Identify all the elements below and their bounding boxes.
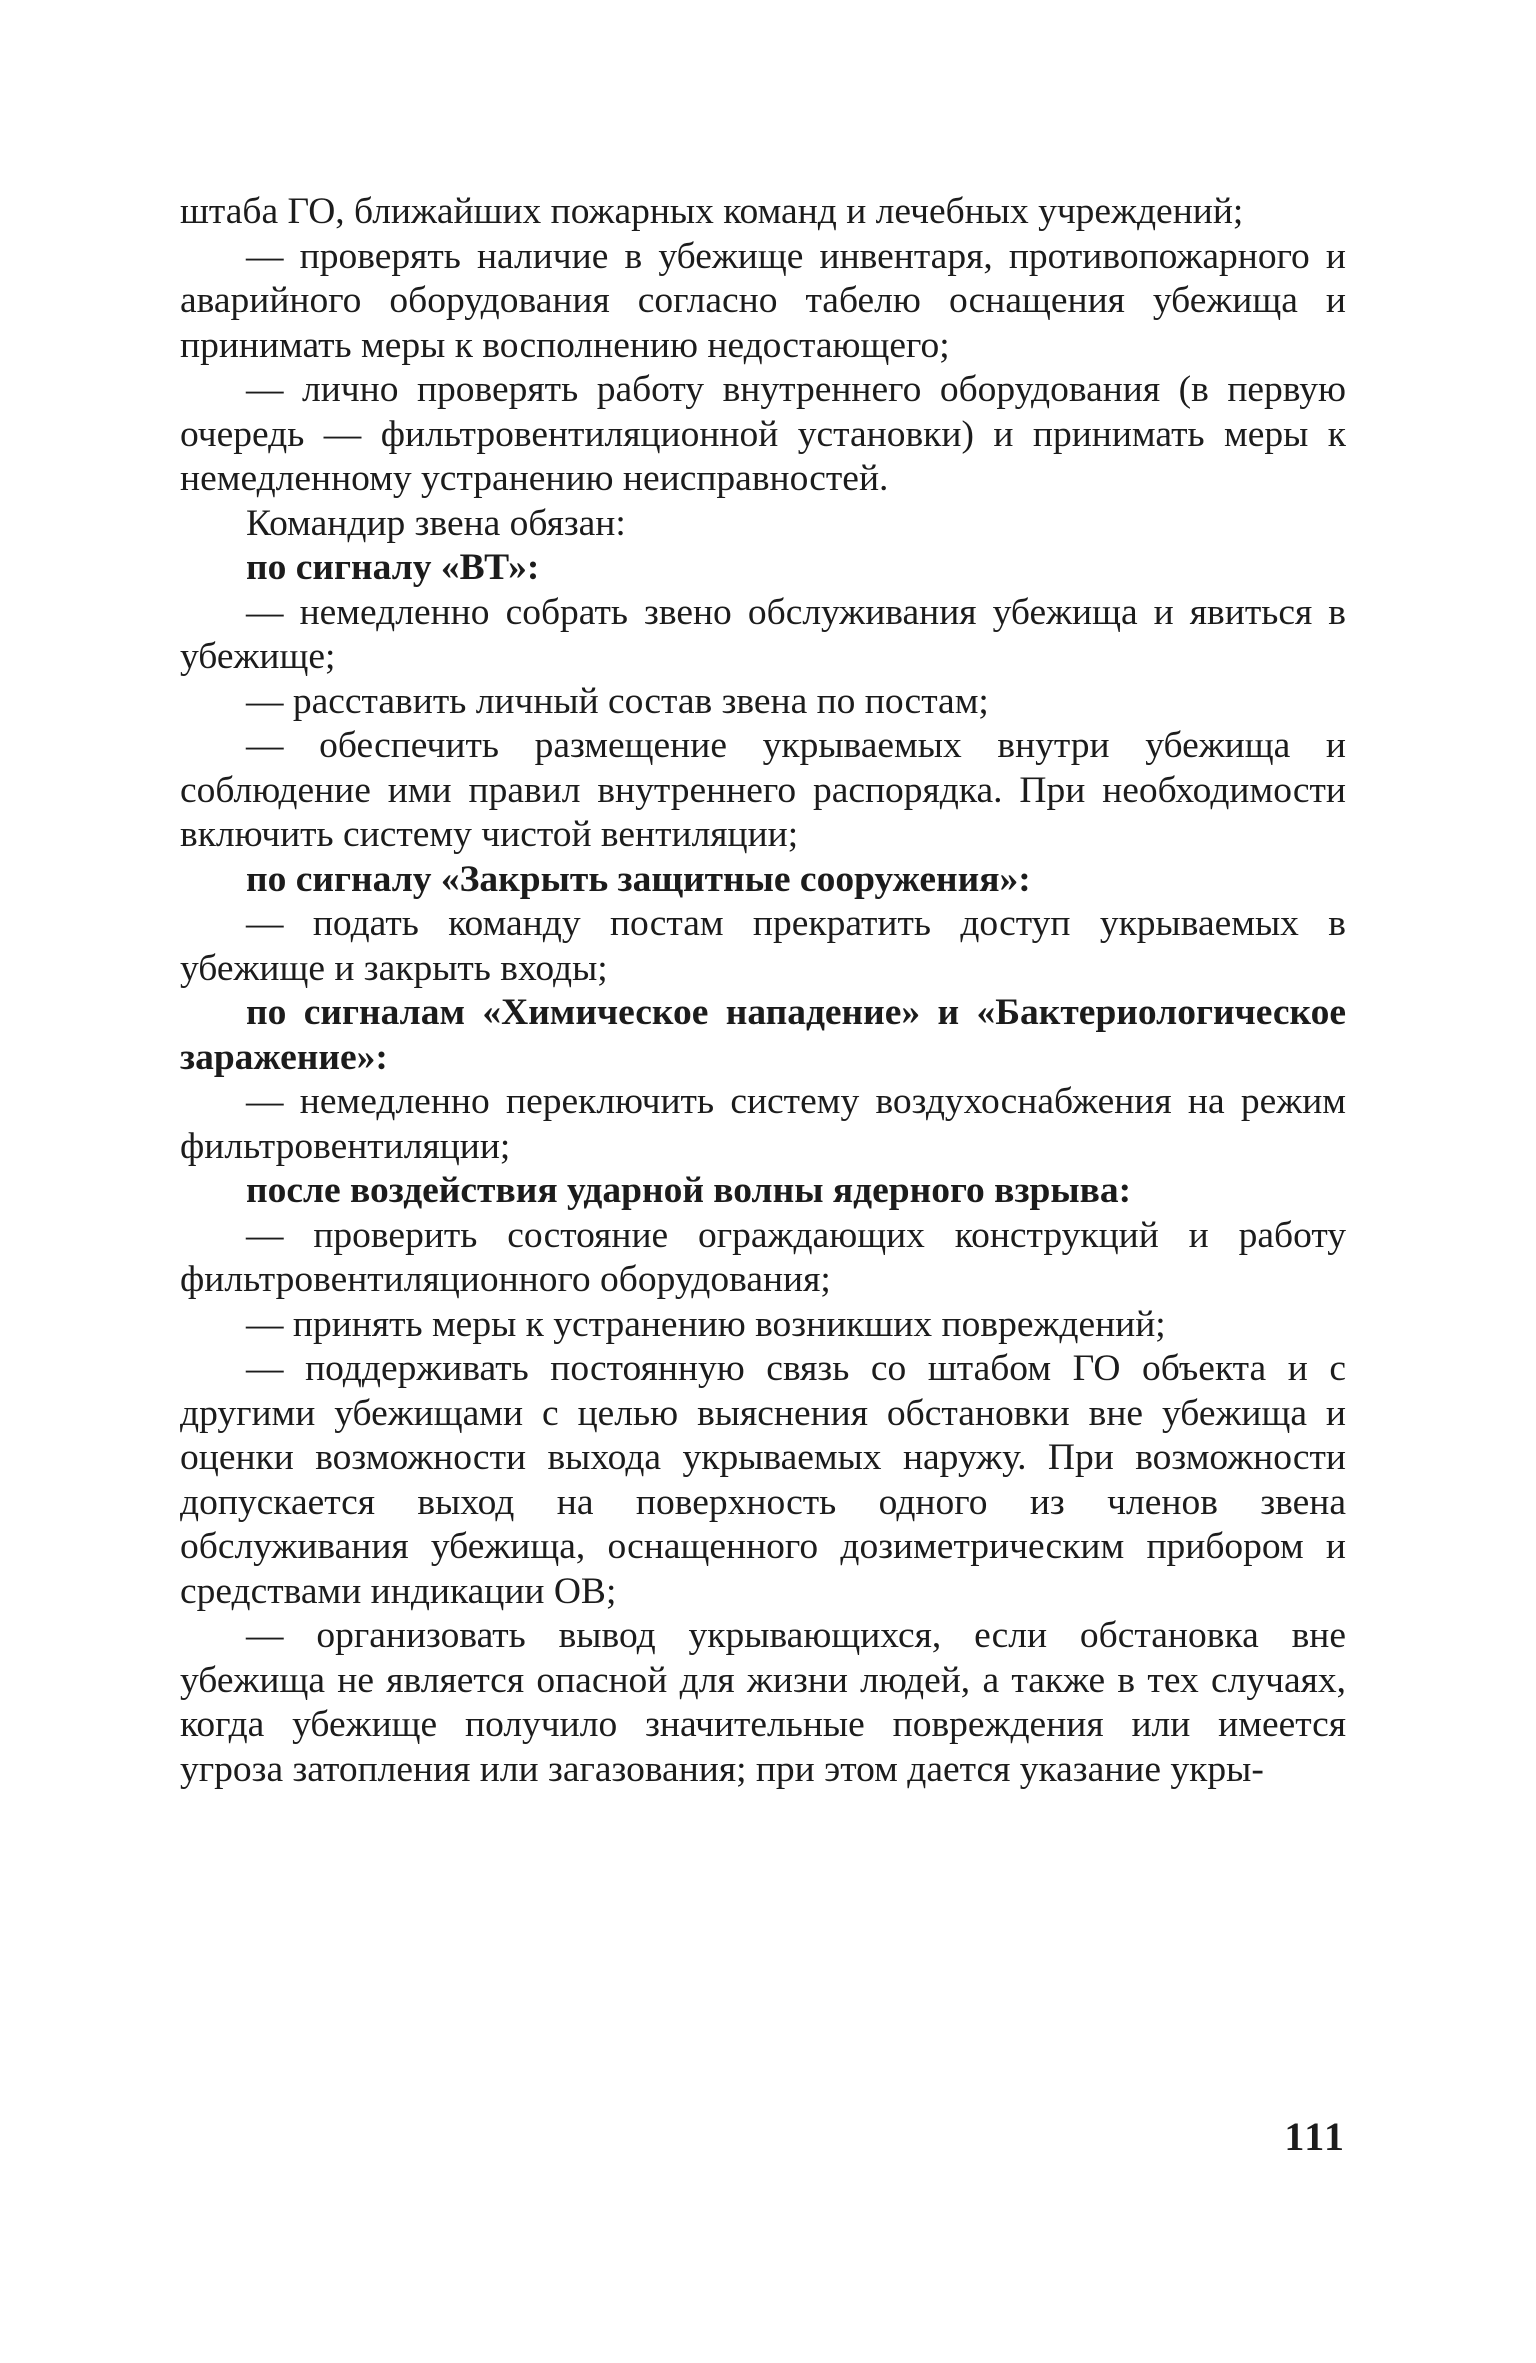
list-item: — расставить личный состав звена по постам; <box>246 680 989 722</box>
list-item: — обеспечить размещение укрываемых внутри убежища и соблюдение ими правил внутреннего распорядка. При необходимости включить систему чистой вентиляции; <box>180 725 1346 855</box>
list-item: — немедленно переключить систему воздухоснабжения на режим фильтровентиляции; <box>180 1081 1346 1167</box>
section-heading: по сигналу «ВТ»: <box>246 547 540 588</box>
list-item: — подать команду постам прекратить доступ укрываемых в убежище и закрыть входы; <box>180 903 1346 989</box>
list-item: — проверить состояние ограждающих конструкций и работу фильтровентиляционного оборудования; <box>180 1214 1346 1300</box>
page-number: 111 <box>1284 2114 1346 2159</box>
list-item: — немедленно собрать звено обслуживания убежища и явиться в убежище; <box>180 591 1346 677</box>
paragraph: — проверять наличие в убежище инвентаря, противопожарного и аварийного оборудования согласно табелю оснащения убежища и принимать меры к восполнению недостающего; <box>180 235 1346 366</box>
list-item: — организовать вывод укрывающихся, если обстановка вне убежища не является опасной для жизни людей, а также в тех случаях, когда убежище получило значительные повреждения или имеется угроза затопления или загазования; при этом дается указание укры- <box>180 1615 1346 1790</box>
paragraph: — лично проверять работу внутреннего оборудования (в первую очередь — фильтровентиляционной установки) и принимать меры к немедленному устранению неисправностей. <box>180 369 1346 499</box>
paragraph: штаба ГО, ближайших пожарных команд и лечебных учреждений; <box>180 191 1244 232</box>
paragraph: Командир звена обязан: <box>246 502 626 544</box>
section-heading: после воздействия ударной волны ядерного взрыва: <box>246 1170 1132 1211</box>
list-item: — поддерживать постоянную связь со штабом ГО объекта и с другими убежищами с целью выяснения обстановки вне убежища и оценки возможности выхода укрываемых наружу. При возможности допускается выход на поверхность одного из членов звена обслуживания убежища, оснащенного дозиметрическим прибором и средствами индикации ОВ; <box>180 1348 1346 1612</box>
section-heading: по сигналам «Химическое нападение» и «Бактериологическое заражение»: <box>180 992 1346 1078</box>
section-heading: по сигналу «Закрыть защитные сооружения»: <box>246 858 1031 900</box>
list-item: — принять меры к устранению возникших повреждений; <box>246 1303 1166 1345</box>
body-text <box>180 190 1346 1792</box>
